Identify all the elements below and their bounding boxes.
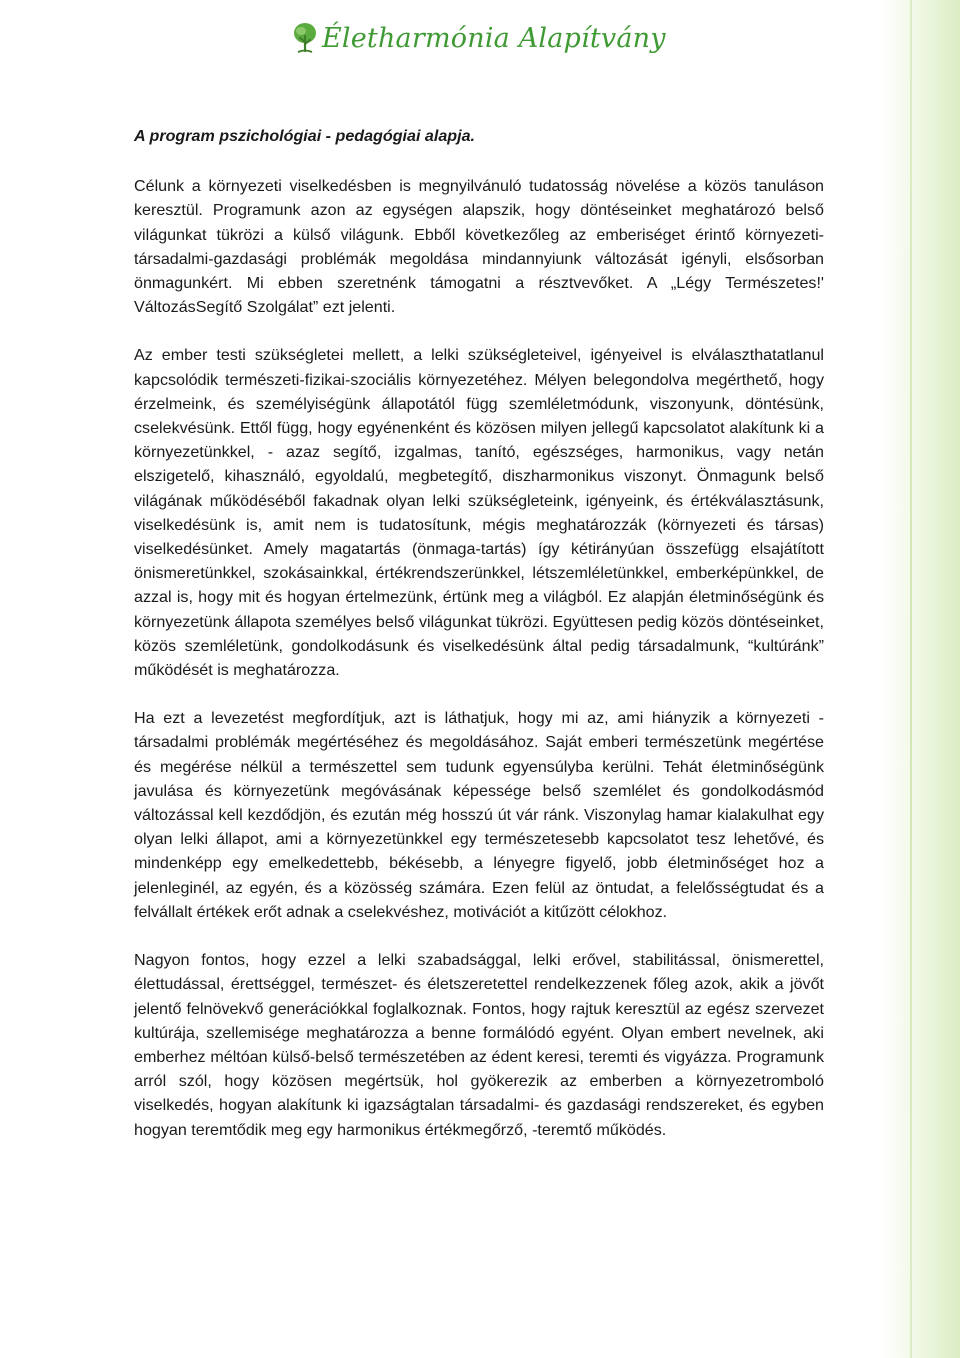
document-body	[134, 124, 824, 1166]
logo-text: Életharmónia Alapítvány	[322, 22, 666, 54]
paragraph-3: Ha ezt a levezetést megfordítjuk, azt is láthatjuk, hogy mi az, ami hiányzik a környezeti - társadalmi problémák megértéséhez és megoldásához. Saját emberi természetünk megértése és megérése nélkül a természettel sem tudunk egyensúlyba kerülni. Tehát életminőségünk javulása és környezetünk megóvásának képessége belső szemlélet és gondolkodásmód változással kell kezdődjön, és ezután még hosszú út vár ránk. Viszonylag hamar kialakulhat egy olyan lelki állapot, ami a környezetünkkel egy természetesebb kapcsolatot tesz lehetővé, és mindenképp egy emelkedettebb, békésebb, a lényegre figyelő, jobb életminőséget hoz a jelenleginél, az egyén, és a közösség számára. Ezen felül az öntudat, a felelősségtudat és a felvállalt értékek erőt adnak a cselekvéshez, motivációt a kitűzött célokhoz.	[134, 709, 824, 921]
decorative-side-band	[880, 0, 960, 1358]
paragraph-4: Nagyon fontos, hogy ezzel a lelki szabadsággal, lelki erővel, stabilitással, önismerettel, élettudással, érettséggel, természet- és életszeretettel rendelkezzenek főleg azok, akik a jövőt jelentő felnövekvő generációkkal foglalkoznak. Fontos, hogy rajtuk keresztül az egész szervezet kultúrája, szellemisége meghatározza a benne formálódó egyént. Olyan embert nevelnek, aki emberhez méltóan külső-belső természetében az édent keresi, teremti és vigyázza. Programunk arról szól, hogy közösen megértsük, hol gyökerezik az emberben a környezetromboló viselkedés, hogyan alakítunk ki igazságtalan társadalmi- és gazdasági rendszereket, és egyben hogyan teremtődik meg egy harmonikus értékmegőrző, -teremtő működés.	[134, 951, 824, 1139]
paragraph-1: Célunk a környezeti viselkedésben is megnyilvánuló tudatosság növelése a közös tanuláson keresztül. Programunk azon az egységen alapszik, hogy döntéseinket meghatározó belső világunkat tükrözi a külső világunk. Ebből következőleg az emberiséget érintő környezeti-társadalmi-gazdasági problémák megoldása mindannyiunk változását igényli, elsősorban önmagunkért. Mi ebben szeretnénk támogatni a résztvevőket. A „Légy Természetes!' VáltozásSegítő Szolgálat” ezt jelenti.	[134, 177, 824, 317]
section-heading: A program pszichológiai - pedagógiai alapja.	[134, 127, 476, 145]
paragraph-2: Az ember testi szükségletei mellett, a lelki szükségleteivel, igényeivel is elválaszthatatlanul kapcsolódik természeti-fizikai-szociális környezetéhez. Mélyen belegondolva megérthető, hogy érzelmeink, és személyiségünk állapotától függ szemléletmódunk, viszonyunk, döntésünk, cselekvésünk. Ettől függ, hogy egyénenként és közösen milyen jellegű kapcsolatot alakítunk ki a környezetünkkel, - azaz segítő, izgalmas, tanító, egészséges, harmonikus, vagy netán elszigetelő, kihasználó, egyoldalú, megbetegítő, diszharmonikus viszonyt. Önmagunk belső világának működéséből fakadnak olyan lelki szükségleteink, igényeink, és értékválasztásunk, viselkedésünk is, amit nem is tudatosítunk, mégis meghatározzák (környezeti és társas) viselkedésünket. Amely magatartás (önmaga-tartás) így kétirányúan összefügg elsajátított önismeretünkkel, szokásainkkal, értékrendszerünkkel, létszemléletünkkel, emberképünkkel, de azzal is, hogy mit és hogyan értelmezünk, értünk meg a világból. Ez alapján életminőségünk és környezetünk állapota személyes belső világunkat tükrözi. Együttesen pedig közös döntéseinket, közös szemléletünk, gondolkodásunk és viselkedésünk által pedig társadalmunk, “kultúránk” működését is meghatározza.	[134, 346, 824, 680]
foundation-logo	[292, 18, 666, 58]
tree-leaf-icon	[292, 22, 318, 54]
decorative-side-line	[910, 0, 912, 1358]
